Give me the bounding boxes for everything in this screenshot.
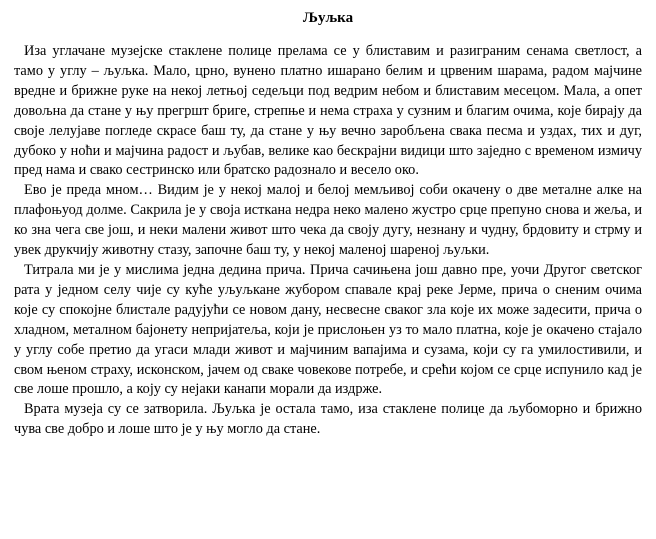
document-title: Љуљка	[302, 10, 354, 26]
paragraph: Врата музеја су се затворила. Љуљка је остала тамо, иза стаклене полице да љубоморно и брижно чува све добро и лоше што је у њу могло да стане.	[14, 401, 642, 438]
paragraph: Иза углачане музејске стаклене полице прелама се у блиставим и разиграним сенама светлост, а тамо у углу – љуљка. Мало, црно, вунено платно ишарано белим и црвеним шарама, радом мајчине вредне и брижне руке на некој летњој седељци под ведрим небом и блиставим месецом. Мала, а опет довољна да стане у њу прегршт бриге, стрепње и нема страха у сузним и благим очима, које бирају да своје лелујаве погледе скрасе баш ту, да стане у њу вечно заробљена свака песма и уздах, тих и дуг, дубоко у ноћи и мајчина радост и љубав, велике као бескрајни видици што заједно с временом измичу пред нама и свако сестринско или братско радознало и весело око.	[14, 43, 642, 179]
document-page	[14, 8, 642, 440]
paragraph: Ево је преда мном… Видим је у некој малој и белој мемљивој соби окачену о две металне алке на плафоњуод долме. Сакрила је у својa исткана недра неко малено жустро срце препуно снова и жеља, и ко зна чега све још, и неки малени живот што чека да своју дугу, незнану и чудну, брдовиту и стрму и увек друкчију животну стазу, започне баш ту, у некој маленој шареној љуљки.	[14, 182, 642, 259]
paragraph: Титрала ми је у мислима једна дедина прича. Прича сачињена још давно пре, уочи Другог светског рата у једном селу чије су куће уљуљкане жубором спавале крај реке Јерме, прича о сненим очима које су спокојне блистале радујући се новом дану, несвесне сваког зла које их може задесити, прича о хладном, металном бајонету непријатеља, који је прислоњен уз то мало платна, које је окачено стајало у углу собе претио да угаси млади живот и мајчиним вапајима и сузама, који су га умилостивили, и свом њеном страху, исконском, јачем од сваке човекове потребе, и срећи којом се срце испунило кад је све лоше прошло, а коју су нејаки канапи морали да издрже.	[14, 261, 642, 398]
